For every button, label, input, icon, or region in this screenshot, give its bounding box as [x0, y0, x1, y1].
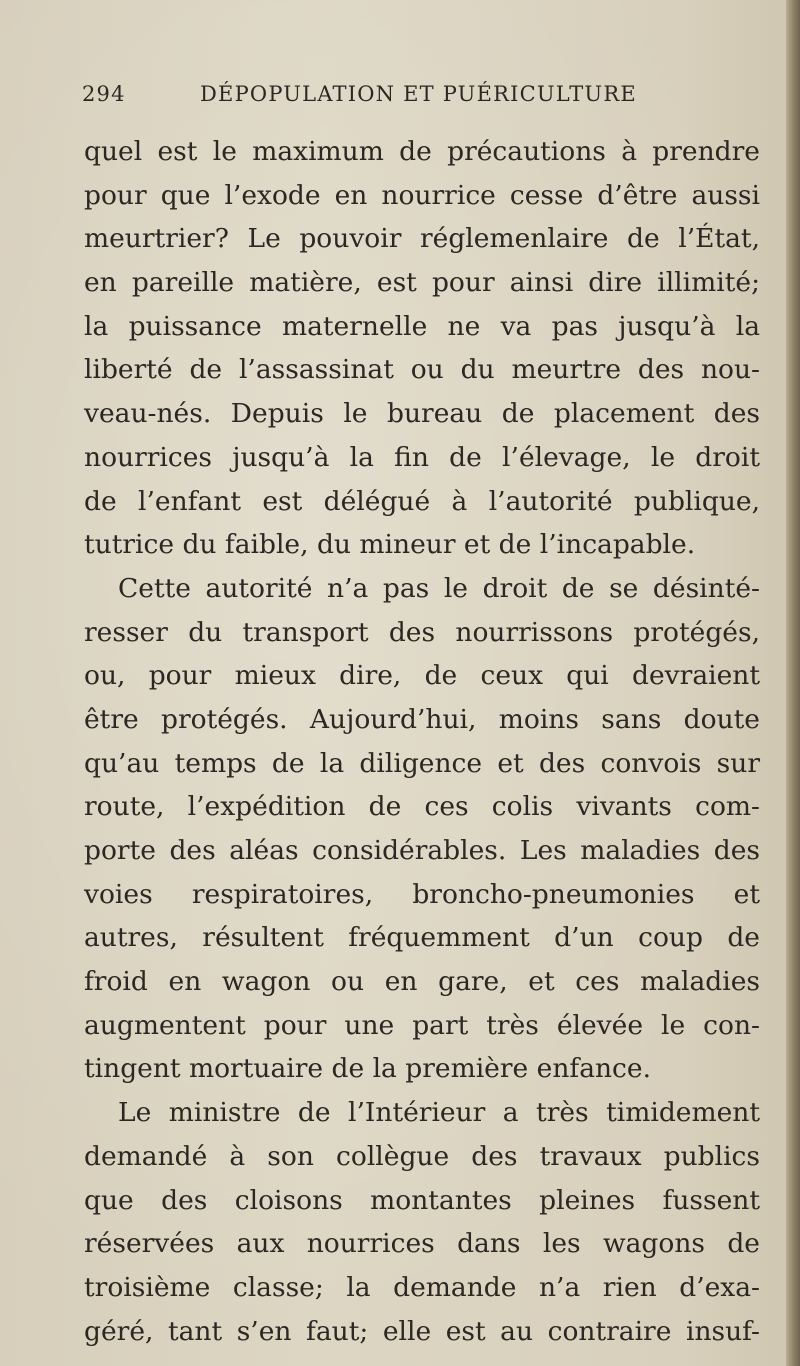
text-line: meurtrier? Le pouvoir réglemenlaire de l’État,	[84, 223, 760, 255]
text-line: quel est le maximum de précautions à prendre	[84, 136, 760, 167]
text-line: liberté de l’assassinat ou du meurtre des nou-	[84, 354, 760, 386]
running-head-title: DÉPOPULATION ET PUÉRICULTURE	[200, 82, 637, 106]
text-line: porte des aléas considérables. Les maladies des	[84, 835, 760, 866]
text-line: veau-nés. Depuis le bureau de placement des	[84, 398, 760, 430]
text-line: voies respiratoires, broncho-pneumonies et	[84, 878, 760, 910]
text-line: pour que l’exode en nourrice cesse d’être aussi	[84, 179, 760, 211]
text-line: route, l’expédition de ces colis vivants com-	[84, 791, 760, 823]
text-line: la puissance maternelle ne va pas jusqu’à la	[84, 310, 760, 342]
text-line: que des cloisons montantes pleines fussent	[84, 1184, 760, 1216]
text-line: resser du transport des nourrissons protégés,	[84, 616, 760, 648]
text-line: tutrice du faible, du mineur et de l’incapable.	[84, 529, 696, 561]
text-line: ou, pour mieux dire, de ceux qui devraient	[84, 660, 760, 692]
text-line: qu’au temps de la diligence et des convois sur	[84, 747, 760, 779]
text-line: troisième classe; la demande n’a rien d’exa-	[84, 1271, 760, 1303]
text-line: réservées aux nourrices dans les wagons de	[84, 1228, 760, 1260]
text-line: être protégés. Aujourd’hui, moins sans doute	[84, 703, 760, 735]
body-text	[84, 130, 764, 1353]
page-number: 294	[82, 82, 126, 106]
text-line: froid en wagon ou en gare, et ces maladies	[84, 966, 760, 998]
text-line: Cette autorité n’a pas le droit de se désinté-	[118, 572, 760, 604]
text-line: en pareille matière, est pour ainsi dire illimité;	[84, 267, 760, 299]
text-line: Le ministre de l’Intérieur a très timidement	[118, 1097, 760, 1129]
text-line: tingent mortuaire de la première enfance.	[84, 1053, 652, 1085]
running-head	[82, 82, 682, 118]
text-line: demandé à son collègue des travaux publics	[84, 1140, 760, 1172]
text-line: géré, tant s’en faut; elle est au contraire insuf-	[84, 1315, 760, 1347]
text-line: nourrices jusqu’à la fin de l’élevage, le droit	[84, 441, 760, 473]
page-spine-edge	[786, 0, 800, 1366]
text-line: de l’enfant est délégué à l’autorité publique,	[84, 485, 760, 517]
text-line: autres, résultent fréquemment d’un coup de	[84, 922, 760, 954]
text-line: augmentent pour une part très élevée le con-	[84, 1009, 760, 1041]
